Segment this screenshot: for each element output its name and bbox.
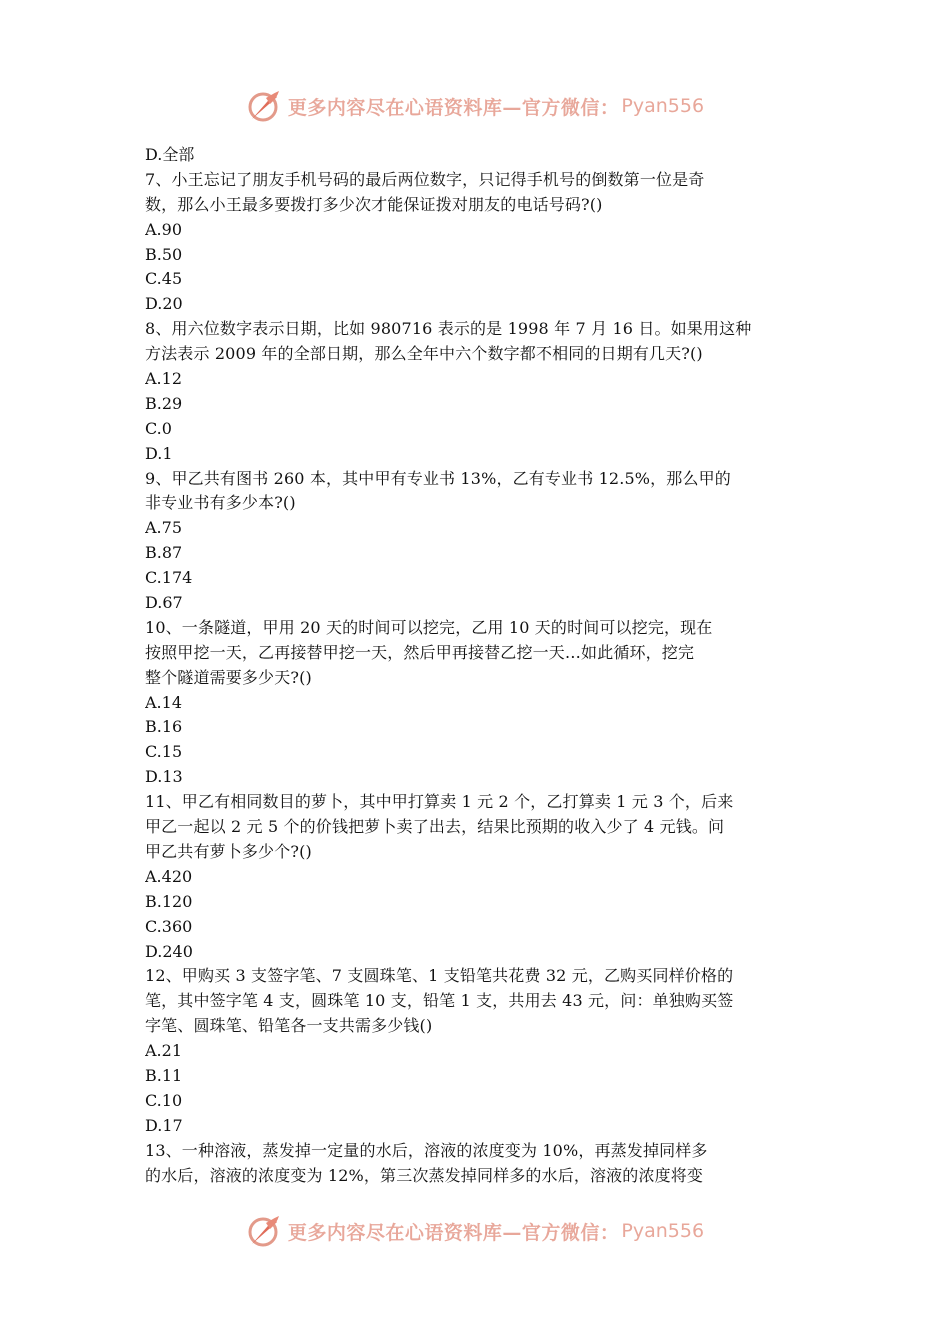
question-text: 方法表示 2009 年的全部日期，那么全年中六个数字都不相同的日期有几天?() <box>145 344 703 364</box>
answer-option: A.420 <box>145 866 193 886</box>
answer-option: D.1 <box>145 443 173 463</box>
question-9 <box>145 467 807 616</box>
answer-option: B.87 <box>145 543 183 563</box>
answer-option: A.90 <box>145 219 182 239</box>
question-text: 数，那么小王最多要拨打多少次才能保证拨对朋友的电话号码?() <box>145 194 603 214</box>
answer-option: C.174 <box>145 568 193 588</box>
answer-option: B.120 <box>145 891 193 911</box>
answer-option: D.67 <box>145 593 183 613</box>
watermark-banner-bottom <box>0 1209 950 1253</box>
watermark-text: 更多内容尽在心语资料库—官方微信： <box>287 96 620 119</box>
answer-option: D.20 <box>145 294 183 314</box>
answer-option: C.10 <box>145 1090 183 1110</box>
question-text: 甲乙共有萝卜多少个?() <box>145 841 312 861</box>
answer-option: A.21 <box>145 1041 182 1061</box>
question-11 <box>145 790 807 964</box>
question-text: 13、一种溶液，蒸发掉一定量的水后，溶液的浓度变为 10%，再蒸发掉同样多 <box>145 1140 708 1160</box>
answer-option: D.240 <box>145 941 193 961</box>
question-text: 10、一条隧道，甲用 20 天的时间可以挖完，乙用 10 天的时间可以挖完，现在 <box>145 617 713 637</box>
answer-option: B.50 <box>145 244 183 264</box>
quill-logo-icon <box>246 1213 282 1249</box>
question-text: 的水后，溶液的浓度变为 12%，第三次蒸发掉同样多的水后，溶液的浓度将变 <box>145 1165 704 1185</box>
question-12 <box>145 964 807 1138</box>
answer-option: B.29 <box>145 393 183 413</box>
question-text: 7、小王忘记了朋友手机号码的最后两位数字，只记得手机号的倒数第一位是奇 <box>145 169 705 189</box>
question-text: 9、甲乙共有图书 260 本，其中甲有专业书 13%，乙有专业书 12.5%，那么甲的 <box>145 468 731 488</box>
answer-option: B.11 <box>145 1065 183 1085</box>
watermark-handle: Pyan556 <box>621 95 705 117</box>
question-text: 11、甲乙有相同数目的萝卜，其中甲打算卖 1 元 2 个，乙打算卖 1 元 3 个，后来 <box>145 792 734 812</box>
answer-option: A.75 <box>145 518 182 538</box>
question-text: 笔，其中签字笔 4 支，圆珠笔 10 支，铅笔 1 支，共用去 43 元，问：单独购买签 <box>145 991 734 1011</box>
question-8 <box>145 317 807 466</box>
answer-option: D.17 <box>145 1115 183 1135</box>
answer-option: C.0 <box>145 418 172 438</box>
document-body <box>145 143 807 1188</box>
answer-option: C.15 <box>145 742 183 762</box>
question-text: 甲乙一起以 2 元 5 个的价钱把萝卜卖了出去，结果比预期的收入少了 4 元钱。问 <box>145 817 725 837</box>
answer-option: A.14 <box>145 692 182 712</box>
question-text: 非专业书有多少本?() <box>145 493 296 513</box>
watermark-handle: Pyan556 <box>621 1220 705 1242</box>
question-7 <box>145 168 807 317</box>
answer-option: A.12 <box>145 369 182 389</box>
answer-option: B.16 <box>145 717 183 737</box>
watermark-text: 更多内容尽在心语资料库—官方微信： <box>287 1221 620 1244</box>
question-13 <box>145 1139 807 1189</box>
answer-option: C.45 <box>145 269 183 289</box>
question-text: 8、用六位数字表示日期，比如 980716 表示的是 1998 年 7 月 16 日。如果用这种 <box>145 319 752 339</box>
question-text: 字笔、圆珠笔、铅笔各一支共需多少钱() <box>145 1016 433 1036</box>
question-text: 12、甲购买 3 支签字笔、7 支圆珠笔、1 支铅笔共花费 32 元，乙购买同样价格的 <box>145 966 734 986</box>
question-text: 整个隧道需要多少天?() <box>145 667 312 687</box>
watermark-banner-top <box>0 84 950 128</box>
question-text: 按照甲挖一天，乙再接替甲挖一天，然后甲再接替乙挖一天…如此循环，挖完 <box>145 642 695 662</box>
question-10 <box>145 616 807 790</box>
quill-logo-icon <box>246 88 282 124</box>
answer-option: C.360 <box>145 916 193 936</box>
answer-option: D.13 <box>145 767 183 787</box>
previous-question-option: D.全部 <box>145 145 195 164</box>
